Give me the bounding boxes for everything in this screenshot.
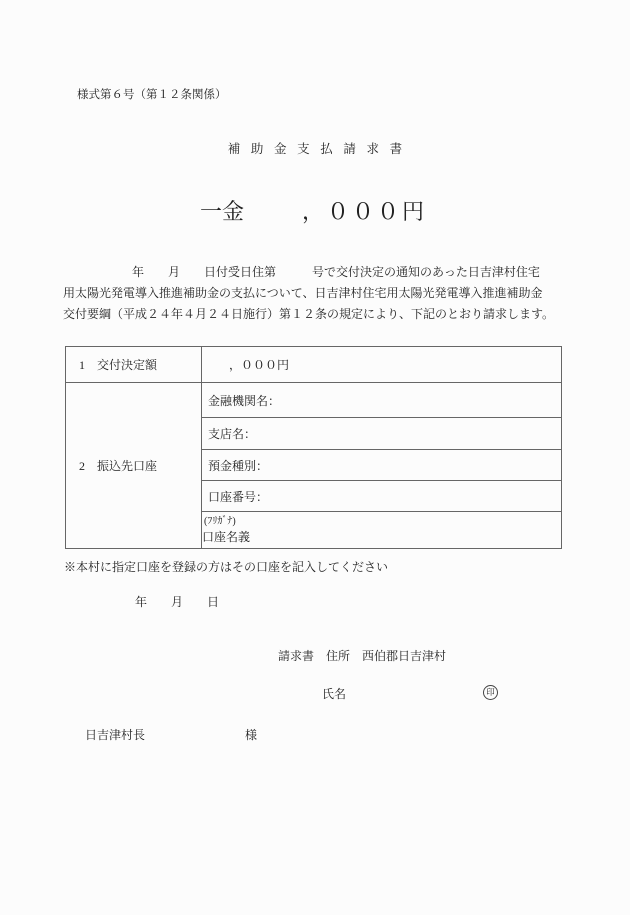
document-title: 補助金支払請求書 — [227, 142, 413, 156]
row2-label: 振込先口座 — [97, 459, 158, 473]
furigana-label: (ﾌﾘｶﾞﾅ) — [204, 516, 236, 527]
requester-name-line — [322, 685, 522, 701]
row1-label: 交付決定額 — [97, 358, 158, 372]
account-type-cell: 預金種別： — [202, 450, 562, 481]
branch-name-cell: 支店名： — [202, 418, 562, 450]
body-line-2: 用太陽光発電導入推進補助金の支払について、日吉津村住宅用太陽光発電導入推進補助金 — [63, 286, 543, 300]
body-line-1: 年 月 日付受日住第 号で交付決定の通知のあった日吉津村住宅 — [132, 265, 540, 279]
address-value: 西伯郡日吉津村 — [362, 649, 447, 663]
seal-character: 印 — [486, 687, 495, 697]
form-number: 様式第６号（第１２条関係） — [77, 89, 227, 101]
date-line: 年 月 日 — [135, 595, 220, 609]
amount-line — [200, 195, 427, 226]
account-number-cell: 口座番号： — [202, 481, 562, 512]
seal-mark — [483, 685, 498, 700]
addressee-line — [85, 726, 257, 743]
account-note: ※本村に指定口座を登録の方はその口座を記入してください — [64, 560, 389, 574]
addressee-honorific: 様 — [245, 728, 258, 742]
decided-amount-value-cell: ，０００円 — [202, 347, 562, 383]
decided-amount-header-cell — [66, 347, 202, 383]
body-line-3: 交付要綱（平成２４年４月２４日施行）第１２条の規定により、下記のとおり請求します。 — [63, 307, 555, 321]
requester-label: 請求書 — [278, 649, 315, 663]
account-holder-label: 口座名義 — [202, 530, 251, 544]
account-holder-cell — [202, 512, 562, 549]
requester-address-line — [278, 647, 446, 664]
addressee-name: 日吉津村長 — [85, 728, 146, 742]
transfer-account-header-cell — [66, 383, 202, 549]
address-label: 住所 — [326, 649, 351, 663]
request-paragraph — [63, 262, 555, 325]
row1-number: 1 — [79, 358, 85, 372]
amount-prefix: 一金 — [200, 199, 245, 224]
name-label: 氏名 — [322, 687, 347, 701]
row2-number: 2 — [79, 459, 85, 473]
payment-table — [65, 346, 562, 549]
bank-name-cell: 金融機関名： — [202, 383, 562, 418]
table-row-decided-amount — [66, 347, 562, 383]
amount-value: ，０００円 — [302, 199, 428, 224]
table-row-bank-name — [66, 383, 562, 418]
